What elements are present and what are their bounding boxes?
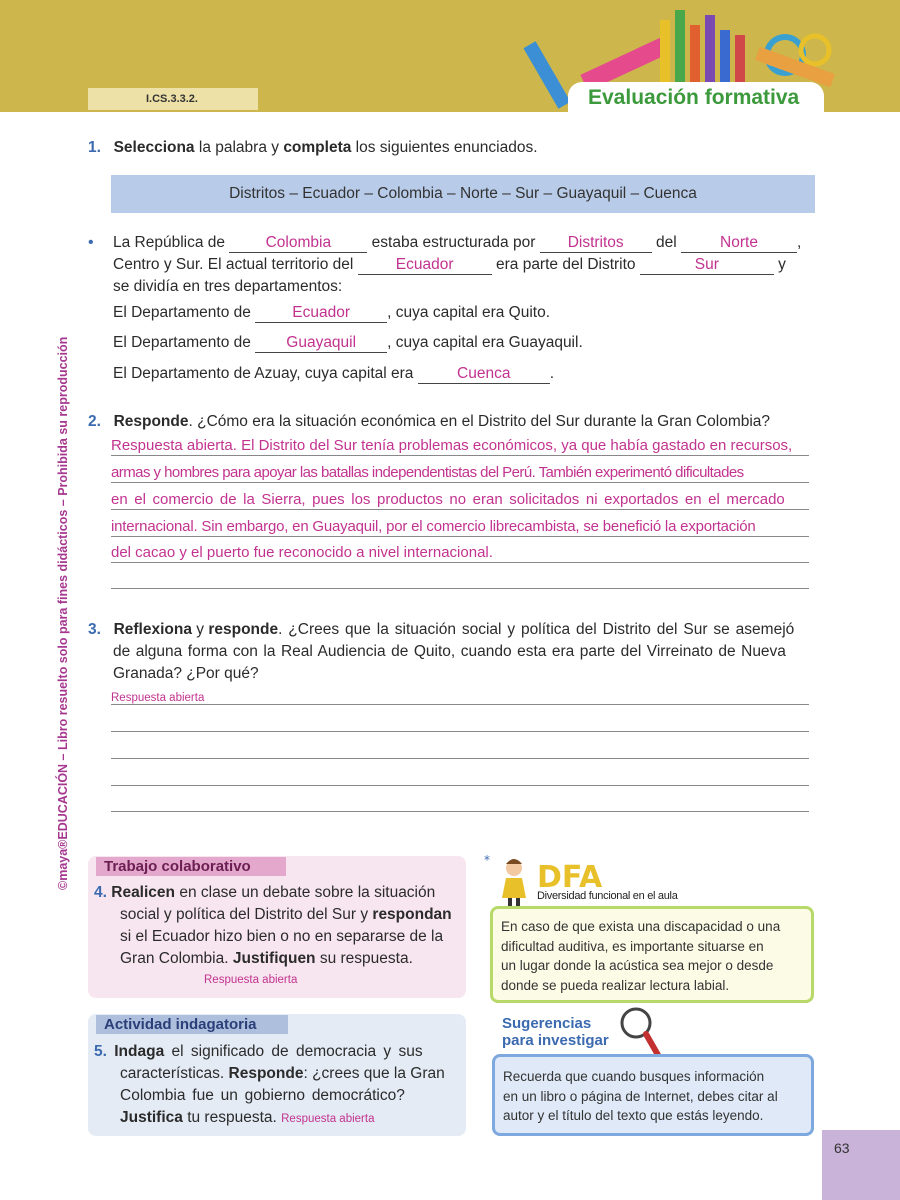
collab-line-1: 4. Realicen en clase un debate sobre la situación <box>94 884 436 901</box>
indag-line-1: 5. Indaga el significado de democracia y sus <box>94 1043 423 1060</box>
question-3: 3. Reflexiona y responde. ¿Crees que la situación social y política del Distrito del Sur se asemejó <box>88 621 795 638</box>
indag-line-4: Justifica tu respuesta. Respuesta abierta <box>120 1109 375 1126</box>
collab-answer[interactable]: Respuesta abierta <box>204 974 298 986</box>
bullet: • <box>88 234 94 251</box>
girl-character-icon <box>484 852 540 912</box>
indag-label: Actividad indagatoria <box>96 1015 288 1034</box>
copyright-side-text: ©maya®EDUCACIÓN – Libro resuelto solo para fines didácticos – Prohibida su reproducción <box>56 336 70 890</box>
dfa-subtitle: Diversidad funcional en el aula <box>537 890 678 902</box>
page-number: 63 <box>822 1130 900 1200</box>
blank-distritos[interactable]: Distritos <box>540 234 652 253</box>
question-3-line-2: de alguna forma con la Real Audiencia de Quito, cuando esta era parte del Virreinato de Nueva <box>113 643 786 660</box>
magnifier-icon <box>618 1005 664 1061</box>
blank-dept-ecuador[interactable]: Ecuador <box>255 304 387 323</box>
question-2: 2. Responde. ¿Cómo era la situación económica en el Distrito del Sur durante la Gran Colombia? <box>88 413 771 430</box>
answer-line[interactable]: del cacao y el puerto fue reconocido a nivel internacional. <box>111 544 809 563</box>
answer-line[interactable]: Respuesta abierta. El Distrito del Sur tenía problemas económicos, ya que había gastado en recursos, <box>111 437 809 456</box>
answer-line-empty[interactable] <box>111 758 809 759</box>
answer-line-empty[interactable] <box>111 588 809 589</box>
dfa-box: En caso de que exista una discapacidad o una dificultad auditiva, es importante situarse en un lugar donde la acústica sea mejor o desde donde se pueda realizar lectura labial. <box>490 906 814 1003</box>
word-bank: Distritos – Ecuador – Colombia – Norte – Sur – Guayaquil – Cuenca <box>111 175 815 213</box>
blank-norte[interactable]: Norte <box>681 234 797 253</box>
blank-dept-cuenca[interactable]: Cuenca <box>418 365 550 384</box>
answer-line-empty[interactable] <box>111 785 809 786</box>
question-number: 3. <box>88 621 101 638</box>
collab-line-4: Gran Colombia. Justifiquen su respuesta. <box>120 950 413 967</box>
answer-line-empty[interactable] <box>111 811 809 812</box>
blank-ecuador[interactable]: Ecuador <box>358 256 492 275</box>
collab-label: Trabajo colaborativo <box>96 857 286 876</box>
indag-line-2: características. Responde: ¿crees que la Gran <box>120 1065 445 1082</box>
answer-line[interactable]: Respuesta abierta <box>111 692 809 705</box>
answer-line-empty[interactable] <box>111 731 809 732</box>
answer-line[interactable]: internacional. Sin embargo, en Guayaquil, por el comercio librecambista, se benefició la exportación <box>111 518 809 537</box>
question-number: 1. <box>88 139 101 156</box>
answer-line[interactable]: armas y hombres para apoyar las batallas independentistas del Perú. También experimentó dificultades <box>111 464 809 483</box>
question-1: 1. Selecciona la palabra y completa los siguientes enunciados. <box>88 139 538 156</box>
sugerencias-box: Recuerda que cuando busques información en un libro o página de Internet, debes citar al autor y el título del texto que estás leyendo. <box>492 1054 814 1136</box>
indag-answer[interactable]: Respuesta abierta <box>281 1113 375 1125</box>
department-2: El Departamento de Guayaquil , cuya capital era Guayaquil. <box>113 334 583 351</box>
sugerencias-title: Sugerencias para investigar <box>502 1015 609 1049</box>
collab-line-3: si el Ecuador hizo bien o no en separarse de la <box>120 928 444 945</box>
page-title: Evaluación formativa <box>588 86 800 109</box>
department-1: El Departamento de Ecuador , cuya capital era Quito. <box>113 304 551 321</box>
q1-line-3: se dividía en tres departamentos: <box>113 278 343 295</box>
q1-line-2: Centro y Sur. El actual territorio del Ecuador era parte del Distrito Sur y <box>113 256 786 273</box>
dfa-title: DFA <box>537 860 603 895</box>
indag-line-3: Colombia fue un gobierno democrático? <box>120 1087 405 1104</box>
department-3: El Departamento de Azuay, cuya capital era Cuenca . <box>113 365 555 382</box>
question-3-line-3: Granada? ¿Por qué? <box>113 665 259 682</box>
answer-line[interactable]: en el comercio de la Sierra, pues los productos no eran solicitados ni exportados en el mercado <box>111 491 809 510</box>
question-number: 2. <box>88 413 101 430</box>
competency-code: I.CS.3.3.2. <box>88 88 258 110</box>
blank-dept-guayaquil[interactable]: Guayaquil <box>255 334 387 353</box>
blank-sur[interactable]: Sur <box>640 256 774 275</box>
collab-line-2: social y política del Distrito del Sur y respondan <box>120 906 452 923</box>
svg-text:*: * <box>484 853 490 867</box>
blank-colombia[interactable]: Colombia <box>229 234 367 253</box>
q1-line-1: La República de Colombia estaba estructurada por Distritos del Norte , <box>113 234 802 251</box>
